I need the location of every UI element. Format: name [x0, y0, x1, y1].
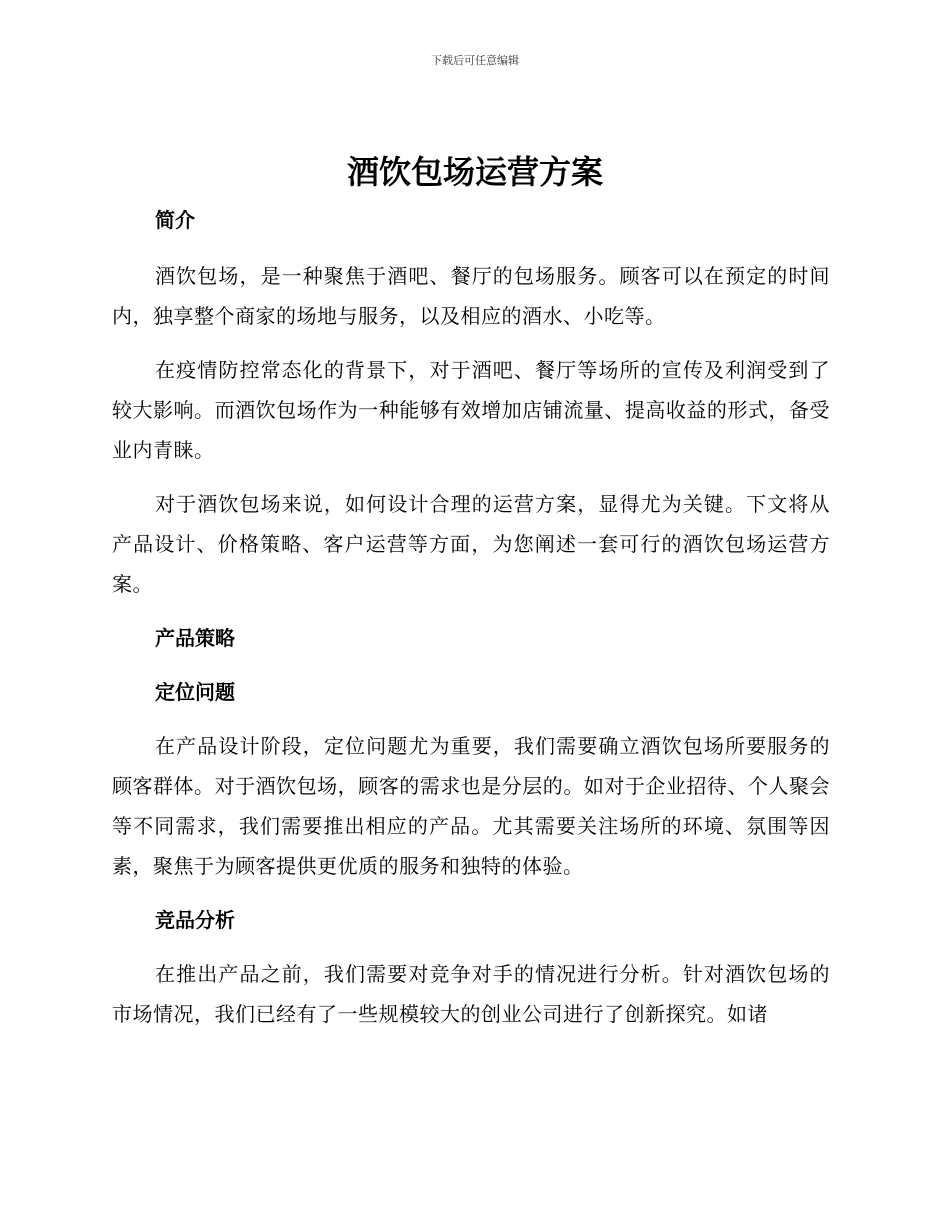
intro-paragraph-1: 酒饮包场，是一种聚焦于酒吧、餐厅的包场服务。顾客可以在预定的时间内，独享整个商家的场地与服务，以及相应的酒水、小吃等。: [112, 264, 830, 328]
section-heading-intro: 简介: [155, 208, 195, 232]
page-header-note: 下载后可任意编辑: [431, 54, 519, 67]
section-heading-positioning: 定位问题: [155, 680, 235, 704]
positioning-paragraph: 在产品设计阶段，定位问题尤为重要，我们需要确立酒饮包场所要服务的顾客群体。对于酒饮包场，顾客的需求也是分层的。如对于企业招待、个人聚会等不同需求，我们需要推出相应的产品。尤其需要关注场所的环境、氛围等因素，聚焦于为顾客提供更优质的服务和独特的体验。: [112, 734, 830, 878]
section-heading-product-strategy: 产品策略: [155, 626, 235, 650]
section-heading-competitor-analysis: 竞品分析: [155, 908, 235, 932]
document-title: 酒饮包场运营方案: [346, 153, 603, 191]
document-body: [112, 200, 830, 1034]
intro-paragraph-3: 对于酒饮包场来说，如何设计合理的运营方案，显得尤为关键。下文将从产品设计、价格策略、客户运营等方面，为您阐述一套可行的酒饮包场运营方案。: [112, 492, 830, 596]
intro-paragraph-2: 在疫情防控常态化的背景下，对于酒吧、餐厅等场所的宣传及利润受到了较大影响。而酒饮包场作为一种能够有效增加店铺流量、提高收益的形式，备受业内青睐。: [112, 358, 830, 462]
competitor-analysis-paragraph: 在推出产品之前，我们需要对竞争对手的情况进行分析。针对酒饮包场的市场情况，我们已经有了一些规模较大的创业公司进行了创新探究。如诸: [112, 962, 830, 1026]
